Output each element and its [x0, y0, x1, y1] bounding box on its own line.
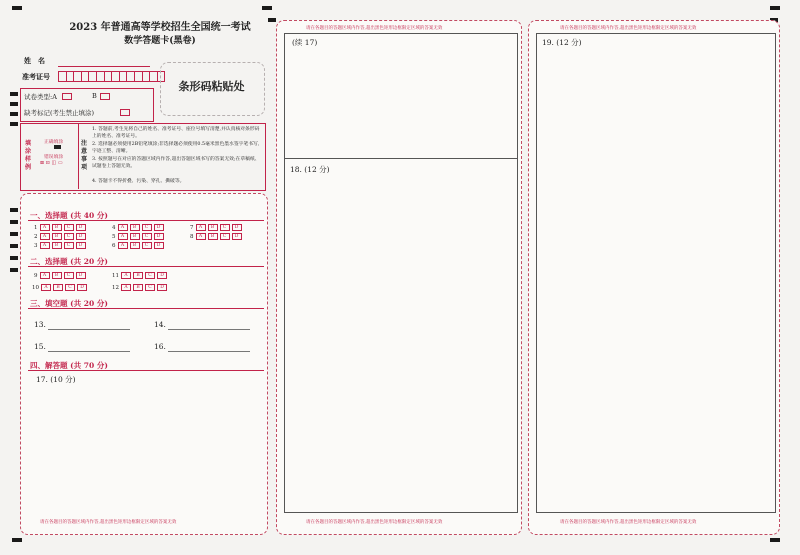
absent-label: 缺考标记(考生禁止填涂) [24, 109, 95, 117]
option-c[interactable]: C [142, 233, 152, 240]
option-b[interactable]: B [133, 272, 143, 279]
option-c[interactable]: C [145, 272, 155, 279]
choice-row-1[interactable] [34, 224, 86, 231]
option-c[interactable]: C [220, 224, 230, 231]
blank-13-line[interactable] [48, 329, 130, 330]
option-d[interactable]: D [154, 242, 164, 249]
choice-row-5[interactable] [112, 233, 164, 240]
option-a[interactable]: A [40, 224, 50, 231]
option-a[interactable]: A [121, 272, 131, 279]
barcode-label: 条形码粘贴处 [178, 80, 245, 93]
option-d[interactable]: D [77, 284, 87, 291]
choice-row-3[interactable] [34, 242, 86, 249]
q17-continued-area[interactable] [286, 48, 514, 156]
fill-wrong-samples: ⊠ ⊡ ◫ ▭ [40, 160, 63, 166]
option-c[interactable]: C [64, 233, 74, 240]
option-a[interactable]: A [40, 272, 50, 279]
notes-item-3: 3. 按照题号在对应的答题区域内作答,超出答题区域书写的答案无效;在草稿纸、试题卷上答题无效。 [92, 157, 260, 169]
blank-15-label: 15. [34, 342, 46, 351]
option-c[interactable]: C [145, 284, 155, 291]
paper-type-b-bubble[interactable] [100, 93, 110, 100]
option-c[interactable]: C [142, 224, 152, 231]
section-multi-title: 二、选择题 (共 20 分) [30, 257, 108, 266]
option-d[interactable]: D [76, 224, 86, 231]
section-fill-title: 三、填空题 (共 20 分) [30, 299, 108, 308]
blank-13-label: 13. [34, 320, 46, 329]
panel3-footer: 请在各题目的答题区域内作答,超出黑色矩形边框限定区域的答案无效 [560, 520, 697, 525]
paper-type-label: 试卷类型:A [24, 93, 57, 101]
option-b[interactable]: B [52, 224, 62, 231]
option-d[interactable]: D [154, 233, 164, 240]
q-number: 2 [34, 233, 38, 240]
name-label: 姓 名 [24, 56, 45, 65]
q17-answer-area[interactable] [30, 384, 262, 514]
option-a[interactable]: A [40, 242, 50, 249]
section-fill-line [28, 308, 264, 309]
option-a[interactable]: A [118, 242, 128, 249]
q19-label: 19. (12 分) [542, 38, 582, 47]
exam-number-boxes[interactable] [58, 71, 165, 82]
option-b[interactable]: B [133, 284, 143, 291]
section-solve-line [28, 370, 264, 371]
q-number: 8 [190, 233, 194, 240]
choice-row-2[interactable] [34, 233, 86, 240]
option-d[interactable]: D [154, 224, 164, 231]
choice-row-7[interactable] [190, 224, 242, 231]
panel1-footer: 请在各题目的答题区域内作答,超出黑色矩形边框限定区域的答案无效 [40, 520, 177, 525]
notes-divider [78, 123, 79, 189]
option-c[interactable]: C [65, 284, 75, 291]
option-c[interactable]: C [220, 233, 230, 240]
notes-item-2: 2. 选择题必须使用2B铅笔填涂;非选择题必须使用0.5毫米黑色墨水签字笔书写,字迹工整、清晰。 [92, 142, 260, 154]
blank-16-label: 16. [154, 342, 166, 351]
choice-row-12[interactable] [112, 284, 167, 291]
option-d[interactable]: D [157, 272, 167, 279]
choice-row-10[interactable] [32, 284, 87, 291]
option-d[interactable]: D [232, 233, 242, 240]
option-c[interactable]: C [64, 272, 74, 279]
name-field[interactable] [58, 66, 150, 67]
option-b[interactable]: B [130, 242, 140, 249]
option-b[interactable]: B [52, 242, 62, 249]
q19-answer-area[interactable] [538, 48, 772, 506]
option-b[interactable]: B [53, 284, 63, 291]
blank-15-line[interactable] [48, 351, 130, 352]
paper-type-b-label: B [92, 92, 97, 100]
option-a[interactable]: A [118, 233, 128, 240]
q-number: 4 [112, 224, 116, 231]
option-b[interactable]: B [208, 224, 218, 231]
panel2-top-note: 请在各题目的答题区域内作答,超出黑色矩形边框限定区域的答案无效 [306, 26, 443, 31]
option-a[interactable]: A [40, 233, 50, 240]
panel3-top-note: 请在各题目的答题区域内作答,超出黑色矩形边框限定区域的答案无效 [560, 26, 697, 31]
option-a[interactable]: A [196, 233, 206, 240]
option-d[interactable]: D [232, 224, 242, 231]
q-number: 10 [32, 284, 39, 291]
fill-wrong-label: 错误填涂 [44, 155, 64, 160]
section-choice-title: 一、选择题 (共 40 分) [30, 211, 108, 220]
option-d[interactable]: D [76, 242, 86, 249]
absent-bubble[interactable] [120, 109, 130, 116]
option-a[interactable]: A [121, 284, 131, 291]
notes-title: 注意事项 [81, 140, 88, 171]
option-a[interactable]: A [41, 284, 51, 291]
option-c[interactable]: C [64, 242, 74, 249]
header-subtitle: 数学答题卡(黑卷) [124, 36, 196, 46]
option-b[interactable]: B [130, 233, 140, 240]
q-number: 9 [34, 272, 38, 279]
choice-row-6[interactable] [112, 242, 164, 249]
q-number: 11 [112, 272, 119, 279]
q17-q18-divider [284, 158, 517, 159]
exam-number-label: 准考证号 [22, 72, 50, 81]
panel2-footer: 请在各题目的答题区域内作答,超出黑色矩形边框限定区域的答案无效 [306, 520, 443, 525]
option-d[interactable]: D [157, 284, 167, 291]
option-d[interactable]: D [76, 272, 86, 279]
option-c[interactable]: C [142, 242, 152, 249]
blank-14-label: 14. [154, 320, 166, 329]
choice-row-11[interactable] [112, 272, 167, 279]
section-choice-line [28, 220, 264, 221]
q-number: 6 [112, 242, 116, 249]
option-b[interactable]: B [52, 233, 62, 240]
notes-item-1: 1. 答题前,考生先将自己的姓名、准考证号、座位号填写清楚,并认真核对条形码上的姓名、准考证号。 [92, 127, 260, 139]
q17-continued-label: (续 17) [292, 38, 318, 47]
option-b[interactable]: B [130, 224, 140, 231]
option-b[interactable]: B [208, 233, 218, 240]
notes-item-4: 4. 答题卡不得折叠、污染、穿孔、撕破等。 [92, 179, 185, 184]
fill-correct-sample [54, 145, 61, 149]
fill-correct-label: 正确填涂 [44, 140, 64, 145]
header-title: 2023 年普通高等学校招生全国统一考试 [69, 22, 251, 33]
choice-row-8[interactable] [190, 233, 242, 240]
option-a[interactable]: A [196, 224, 206, 231]
choice-row-4[interactable] [112, 224, 164, 231]
choice-row-9[interactable] [34, 272, 86, 279]
q-number: 7 [190, 224, 194, 231]
paper-type-a-bubble[interactable] [62, 93, 72, 100]
q-number: 12 [112, 284, 119, 291]
option-d[interactable]: D [76, 233, 86, 240]
q18-label: 18. (12 分) [290, 165, 330, 174]
fill-example-title: 填涂样例 [25, 140, 32, 171]
option-b[interactable]: B [52, 272, 62, 279]
q-number: 5 [112, 233, 116, 240]
section-solve-title: 四、解答题 (共 70 分) [30, 361, 108, 370]
q18-answer-area[interactable] [286, 176, 514, 506]
q-number: 1 [34, 224, 38, 231]
blank-14-line[interactable] [168, 329, 250, 330]
q17-label: 17. (10 分) [36, 375, 76, 384]
section-multi-line [28, 266, 264, 267]
blank-16-line[interactable] [168, 351, 250, 352]
q-number: 3 [34, 242, 38, 249]
option-a[interactable]: A [118, 224, 128, 231]
option-c[interactable]: C [64, 224, 74, 231]
